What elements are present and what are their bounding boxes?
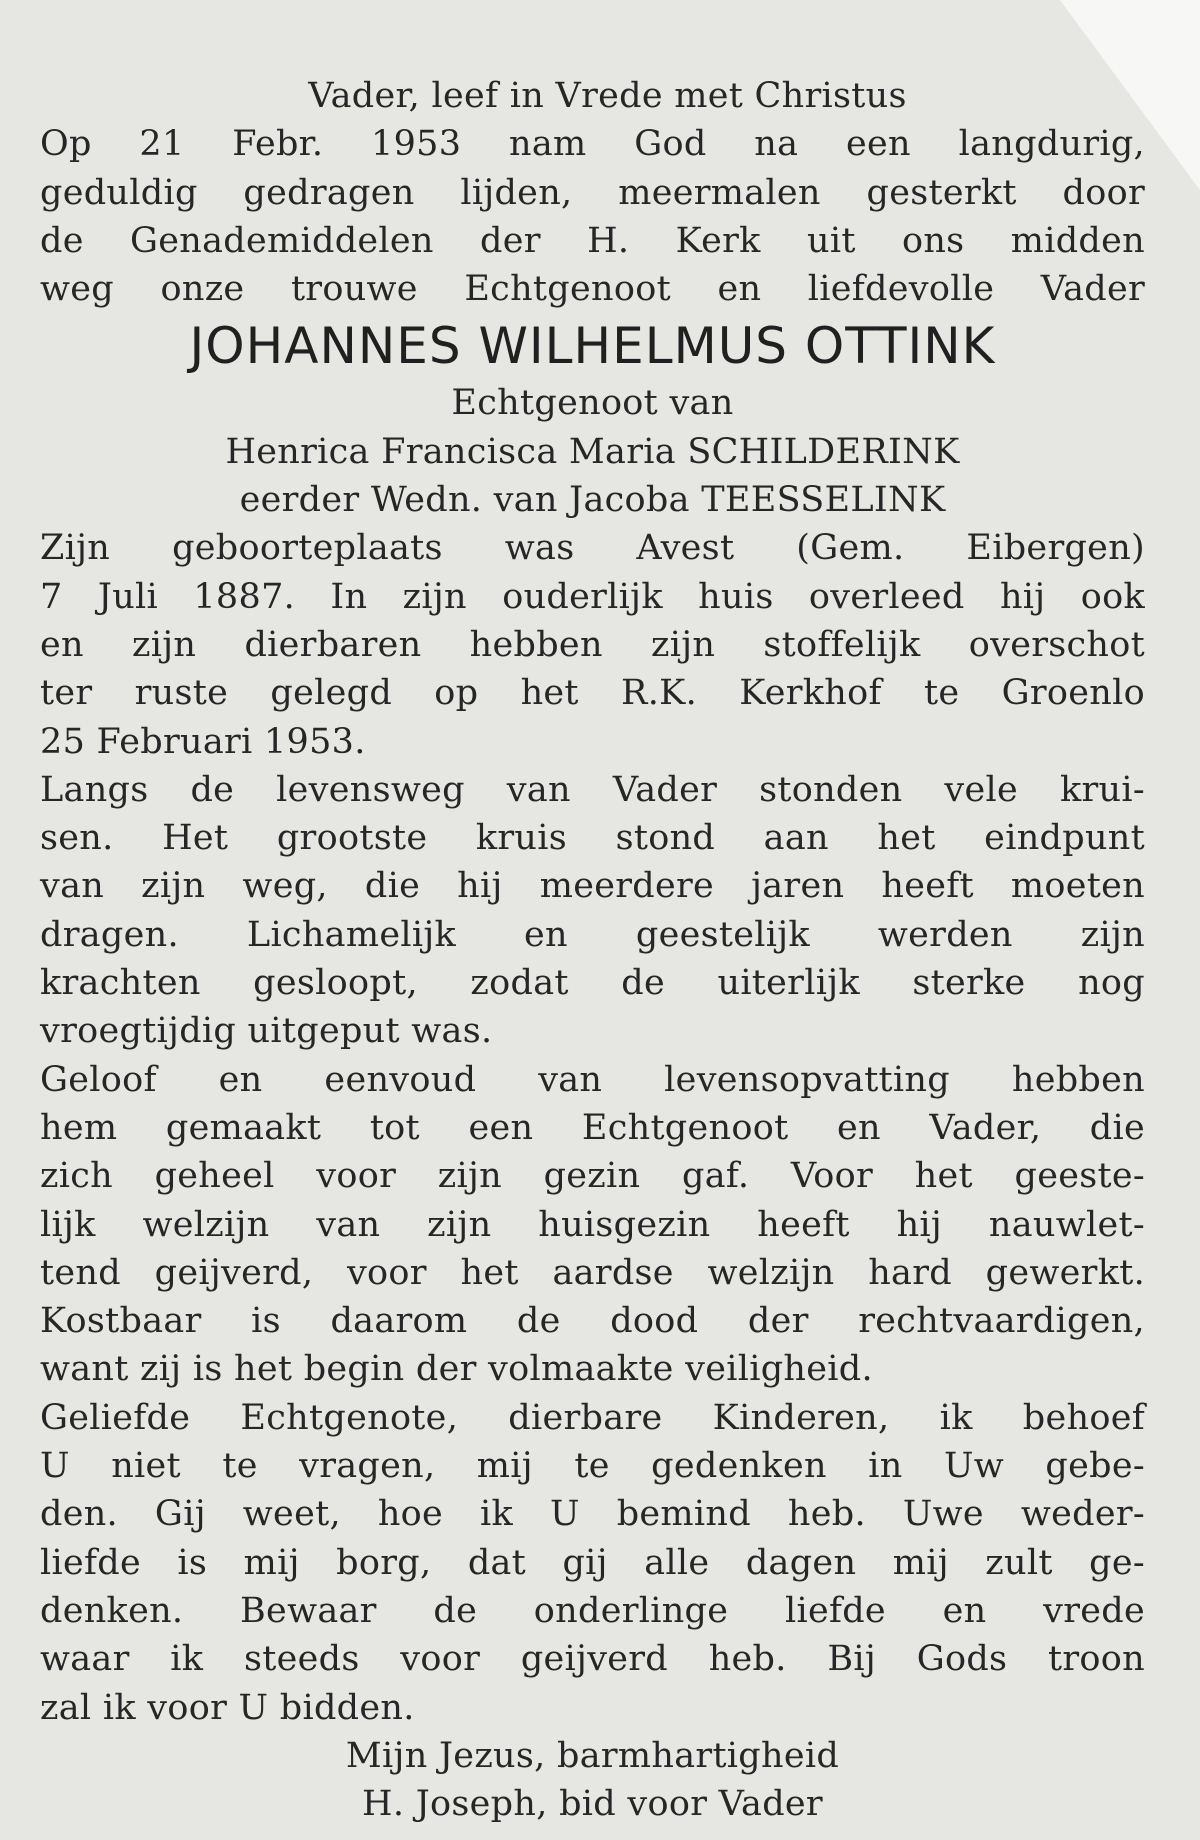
- character-line: Kostbaar is daarom de dood der rechtvaardigen,: [40, 1301, 1145, 1342]
- character-line: Geloof en eenvoud van levensopvatting hebben: [40, 1059, 1145, 1100]
- farewell-line: Geliefde Echtgenote, dierbare Kinderen, ik behoef: [40, 1397, 1145, 1438]
- life-path-line: sen. Het grootste kruis stond aan het eindpunt: [40, 818, 1145, 859]
- life-path-line: krachten gesloopt, zodat de uiterlijk sterke nog: [40, 963, 1145, 1004]
- farewell-block: [40, 1394, 1145, 1732]
- spouse-name: Henrica Francisca Maria SCHILDERINK: [225, 431, 960, 472]
- life-path-line: van zijn weg, die hij meerdere jaren heeft moeten: [40, 866, 1145, 907]
- life-path-block: [40, 766, 1145, 1056]
- birth-burial-line: ter ruste gelegd op het R.K. Kerkhof te Groenlo: [40, 673, 1145, 714]
- prayers-block: [40, 1732, 1145, 1829]
- intro-line: de Genademiddelen der H. Kerk uit ons midden: [40, 220, 1145, 261]
- birth-burial-block: [40, 524, 1145, 765]
- birth-burial-line: Zijn geboorteplaats was Avest (Gem. Eibergen): [40, 528, 1145, 569]
- spouse-block: [40, 379, 1145, 524]
- prayer-line: H. Joseph, bid voor Vader: [362, 1784, 823, 1825]
- character-line: hem gemaakt tot een Echtgenoot en Vader, die: [40, 1107, 1145, 1148]
- intro-block: [40, 72, 1145, 313]
- birth-burial-line: 25 Februari 1953.: [40, 721, 366, 762]
- character-line: tend geijverd, voor het aardse welzijn hard gewerkt.: [40, 1252, 1145, 1293]
- birth-burial-line: 7 Juli 1887. In zijn ouderlijk huis overleed hij ook: [40, 576, 1145, 617]
- character-block: [40, 1056, 1145, 1394]
- birth-burial-line: en zijn dierbaren hebben zijn stoffelijk overschot: [40, 624, 1145, 665]
- deceased-name: JOHANNES WILHELMUS OTTINK: [189, 317, 996, 376]
- farewell-line: denken. Bewaar de onderlinge liefde en vrede: [40, 1590, 1145, 1631]
- prayer-line: Mijn Jezus, barmhartigheid: [345, 1735, 840, 1776]
- farewell-line: den. Gij weet, hoe ik U bemind heb. Uwe weder-: [40, 1494, 1145, 1535]
- intro-line: Vader, leef in Vrede met Christus: [308, 76, 907, 116]
- intro-line: weg onze trouwe Echtgenoot en liefdevolle Vader: [40, 269, 1145, 310]
- spouse-label: Echtgenoot van: [451, 383, 734, 424]
- previous-spouse: eerder Wedn. van Jacoba TEESSELINK: [239, 480, 946, 521]
- character-line: lijk welzijn van zijn huisgezin heeft hij nauwlet-: [40, 1204, 1145, 1245]
- intro-line: geduldig gedragen lijden, meermalen gesterkt door: [40, 172, 1145, 213]
- character-line: want zij is het begin der volmaakte veiligheid.: [40, 1349, 873, 1390]
- life-path-line: vroegtijdig uitgeput was.: [40, 1011, 493, 1052]
- life-path-line: dragen. Lichamelijk en geestelijk werden zijn: [40, 914, 1145, 955]
- memorial-card-text: [40, 72, 1145, 1828]
- farewell-line: zal ik voor U bidden.: [40, 1687, 415, 1728]
- farewell-line: U niet te vragen, mij te gedenken in Uw gebe-: [40, 1446, 1145, 1487]
- intro-line: Op 21 Febr. 1953 nam God na een langdurig,: [40, 124, 1145, 165]
- life-path-line: Langs de levensweg van Vader stonden vele krui-: [40, 769, 1145, 810]
- character-line: zich geheel voor zijn gezin gaf. Voor het geeste-: [40, 1156, 1145, 1197]
- farewell-line: liefde is mij borg, dat gij alle dagen mij zult ge-: [40, 1542, 1145, 1583]
- farewell-line: waar ik steeds voor geijverd heb. Bij Gods troon: [40, 1639, 1145, 1680]
